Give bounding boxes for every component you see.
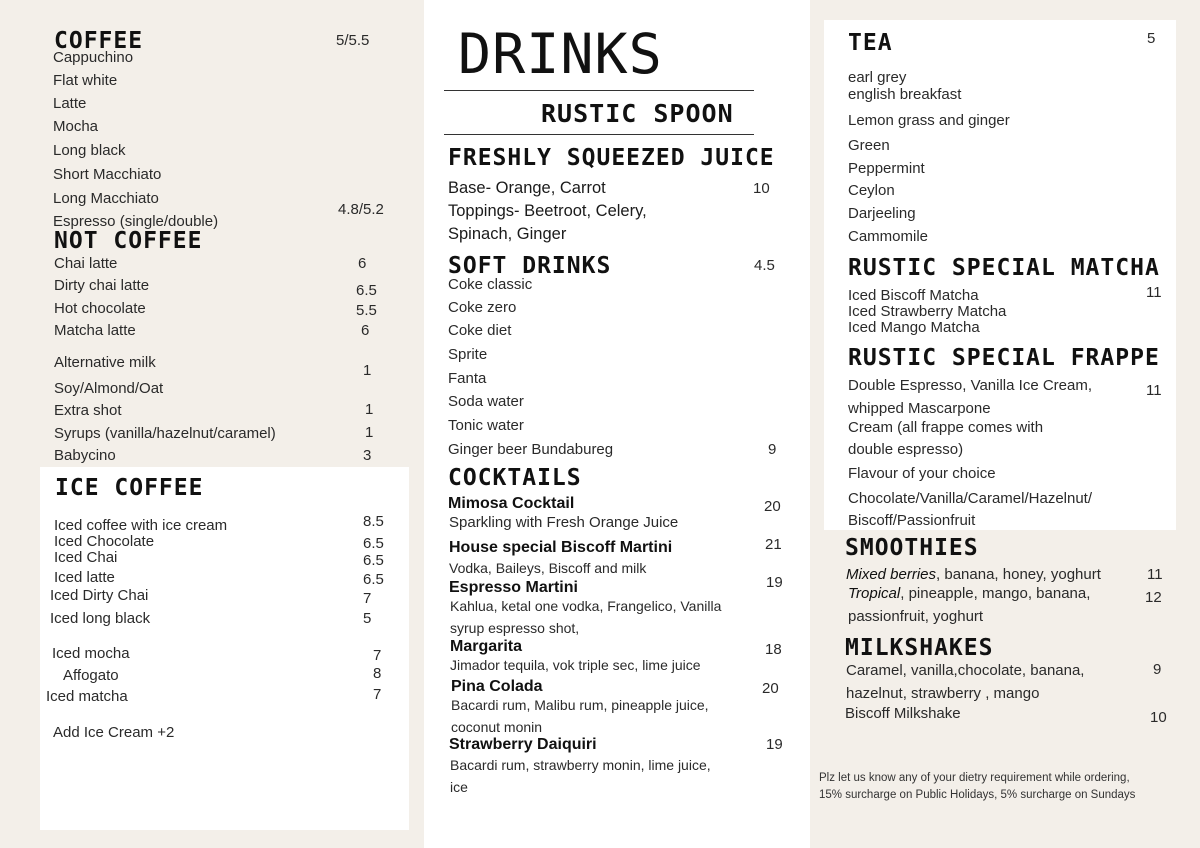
- ice-coffee-item: Iced Chai: [54, 549, 118, 566]
- juice-line: Toppings- Beetroot, Celery,: [448, 202, 647, 220]
- cocktail-price: 19: [766, 574, 783, 591]
- cocktail-desc: Sparkling with Fresh Orange Juice: [449, 514, 679, 531]
- extra-price: 1: [365, 401, 374, 418]
- biscoff-milkshake-price: 10: [1150, 709, 1167, 726]
- juice-heading: FRESHLY SQUEEZED JUICE: [448, 145, 775, 171]
- frappe-line: whipped Mascarpone: [848, 400, 991, 417]
- cocktail-name: Mimosa Cocktail: [448, 495, 575, 512]
- juice-line: Spinach, Ginger: [448, 225, 567, 243]
- smoothie-price: 11: [1147, 566, 1163, 583]
- extra-item: Extra shot: [54, 402, 122, 419]
- ice-coffee-item: Affogato: [63, 667, 119, 684]
- title-divider-bottom: [444, 134, 754, 135]
- ice-coffee-item: Iced latte: [54, 569, 115, 586]
- restaurant-name: RUSTIC SPOON: [541, 99, 734, 128]
- cocktail-desc: Bacardi rum, strawberry monin, lime juice,: [450, 757, 711, 773]
- soft-drink-item: Sprite: [448, 346, 488, 363]
- not-coffee-price: 5.5: [356, 302, 377, 319]
- add-ice-cream-note: Add Ice Cream +2: [53, 724, 175, 741]
- tea-item: Peppermint: [848, 160, 925, 177]
- milkshake-line: Caramel, vanilla,chocolate, banana,: [846, 662, 1085, 679]
- coffee-item: Long black: [53, 142, 126, 159]
- cocktail-name: Strawberry Daiquiri: [449, 736, 597, 753]
- milkshake-line: hazelnut, strawberry , mango: [846, 685, 1040, 702]
- frappe-price: 11: [1146, 382, 1162, 399]
- smoothie-price: 12: [1145, 589, 1162, 606]
- tea-item: Cammomile: [848, 228, 929, 245]
- cocktail-desc: ice: [450, 779, 468, 795]
- title-divider-top: [444, 90, 754, 91]
- ice-coffee-item: Iced matcha: [46, 688, 128, 705]
- smoothie-item: [848, 585, 1090, 602]
- soft-drink-item: Coke zero: [448, 299, 517, 316]
- soft-drink-item: Coke diet: [448, 322, 512, 339]
- soft-drink-item: Soda water: [448, 393, 524, 410]
- extra-item: Syrups (vanilla/hazelnut/caramel): [54, 425, 276, 442]
- ice-coffee-item: Iced Dirty Chai: [50, 587, 149, 604]
- milkshakes-heading: MILKSHAKES: [845, 635, 994, 661]
- ice-coffee-item: Iced Chocolate: [54, 533, 155, 550]
- smoothie-continued: passionfruit, yoghurt: [848, 608, 984, 625]
- matcha-price: 11: [1146, 284, 1162, 301]
- not-coffee-heading: NOT COFFEE: [54, 228, 203, 254]
- cocktail-price: 19: [766, 736, 783, 753]
- biscoff-milkshake: Biscoff Milkshake: [845, 705, 961, 722]
- ice-coffee-price: 6.5: [363, 571, 384, 588]
- coffee-item: Flat white: [53, 72, 118, 89]
- extra-price: 1: [365, 424, 374, 441]
- extra-item: Babycino: [54, 447, 116, 464]
- cocktail-price: 18: [765, 641, 782, 658]
- cocktail-name: Pina Colada: [451, 678, 543, 695]
- smoothie-name: Tropical: [848, 585, 901, 602]
- ice-coffee-price: 7: [363, 590, 372, 607]
- coffee-item: Short Macchiato: [53, 166, 162, 183]
- soft-drinks-price: 4.5: [754, 257, 775, 274]
- ice-coffee-price: 8.5: [363, 513, 384, 530]
- espresso-price: 4.8/5.2: [338, 201, 384, 218]
- frappe-line: Chocolate/Vanilla/Caramel/Hazelnut/: [848, 490, 1093, 507]
- cocktails-heading: COCKTAILS: [448, 465, 582, 491]
- ice-coffee-heading: ICE COFFEE: [55, 475, 204, 501]
- smoothie-ingredients: , banana, honey, yoghurt: [936, 566, 1101, 583]
- extra-item: Alternative milk: [54, 354, 156, 371]
- cocktail-name: Margarita: [450, 638, 523, 655]
- cocktail-price: 20: [762, 680, 779, 697]
- coffee-price: 5/5.5: [336, 32, 370, 49]
- frappe-line: Double Espresso, Vanilla Ice Cream,: [848, 377, 1092, 394]
- ice-coffee-price: 6.5: [363, 552, 384, 569]
- not-coffee-price: 6: [358, 255, 367, 272]
- juice-price: 10: [753, 180, 770, 197]
- smoothie-name: Mixed berries: [846, 566, 937, 583]
- footer-surcharge: 15% surcharge on Public Holidays, 5% surcharge on Sundays: [819, 789, 1136, 801]
- ice-coffee-price: 5: [363, 610, 372, 627]
- not-coffee-item: Matcha latte: [54, 322, 136, 339]
- coffee-item: Long Macchiato: [53, 190, 159, 207]
- frappe-line: Cream (all frappe comes with: [848, 419, 1044, 436]
- coffee-item: Mocha: [53, 118, 99, 135]
- cocktail-name: House special Biscoff Martini: [449, 539, 673, 556]
- cocktail-desc: syrup espresso shot,: [450, 620, 580, 636]
- cocktail-price: 20: [764, 498, 781, 515]
- milkshake-price: 9: [1153, 661, 1162, 678]
- cocktail-desc: Jimador tequila, vok triple sec, lime juice: [450, 657, 701, 673]
- tea-price: 5: [1147, 30, 1156, 47]
- ice-coffee-item: Iced mocha: [52, 645, 130, 662]
- ice-coffee-price: 7: [373, 647, 382, 664]
- coffee-item: Espresso (single/double): [53, 213, 219, 230]
- smoothie-item: [846, 566, 1101, 583]
- frappe-line: double espresso): [848, 441, 964, 458]
- coffee-heading: COFFEE: [54, 28, 144, 54]
- ginger-beer-price: 9: [768, 441, 777, 458]
- cocktail-desc: Vodka, Baileys, Biscoff and milk: [449, 560, 647, 576]
- soft-drink-item: Tonic water: [448, 417, 524, 434]
- tea-heading: TEA: [848, 30, 893, 56]
- frappe-line: Flavour of your choice: [848, 465, 996, 482]
- tea-item: Green: [848, 137, 890, 154]
- not-coffee-item: Dirty chai latte: [54, 277, 150, 294]
- matcha-heading: RUSTIC SPECIAL MATCHA: [848, 255, 1160, 281]
- tea-item: earl grey: [848, 69, 907, 86]
- extra-price: 1: [363, 362, 372, 379]
- coffee-item: Cappuchino: [53, 49, 134, 66]
- cocktail-name: Espresso Martini: [449, 579, 578, 596]
- footer-note: Plz let us know any of your dietry requirement while ordering,: [819, 772, 1130, 784]
- matcha-item: Iced Mango Matcha: [848, 319, 980, 336]
- ice-coffee-item: Iced coffee with ice cream: [54, 517, 228, 534]
- soft-drinks-heading: SOFT DRINKS: [448, 253, 612, 279]
- tea-item: english breakfast: [848, 86, 962, 103]
- soft-drink-item: Coke classic: [448, 276, 533, 293]
- ginger-beer-item: Ginger beer Bundabureg: [448, 441, 614, 458]
- extra-item: Soy/Almond/Oat: [54, 380, 164, 397]
- not-coffee-price: 6: [361, 322, 370, 339]
- extra-price: 3: [363, 447, 372, 464]
- ice-coffee-price: 8: [373, 665, 382, 682]
- matcha-item: Iced Biscoff Matcha: [848, 287, 979, 304]
- cocktail-desc: Kahlua, ketal one vodka, Frangelico, Vanilla: [450, 598, 722, 614]
- cocktail-desc: coconut monin: [451, 719, 543, 735]
- smoothies-heading: SMOOTHIES: [845, 535, 979, 561]
- juice-line: Base- Orange, Carrot: [448, 179, 606, 197]
- not-coffee-item: Hot chocolate: [54, 300, 146, 317]
- not-coffee-price: 6.5: [356, 282, 377, 299]
- smoothie-ingredients: , pineapple, mango, banana,: [900, 585, 1091, 602]
- ice-coffee-price: 6.5: [363, 535, 384, 552]
- tea-item: Darjeeling: [848, 205, 916, 222]
- tea-item: Lemon grass and ginger: [848, 112, 1010, 129]
- soft-drink-item: Fanta: [448, 370, 487, 387]
- frappe-heading: RUSTIC SPECIAL FRAPPE: [848, 345, 1160, 371]
- matcha-item: Iced Strawberry Matcha: [848, 303, 1007, 320]
- ice-coffee-price: 7: [373, 686, 382, 703]
- tea-item: Ceylon: [848, 182, 895, 199]
- not-coffee-item: Chai latte: [54, 255, 118, 272]
- cocktail-desc: Bacardi rum, Malibu rum, pineapple juice,: [451, 697, 709, 713]
- coffee-item: Latte: [53, 95, 87, 112]
- cocktail-price: 21: [765, 536, 782, 553]
- ice-coffee-item: Iced long black: [50, 610, 151, 627]
- menu-title: DRINKS: [458, 22, 663, 86]
- frappe-line: Biscoff/Passionfruit: [848, 512, 976, 529]
